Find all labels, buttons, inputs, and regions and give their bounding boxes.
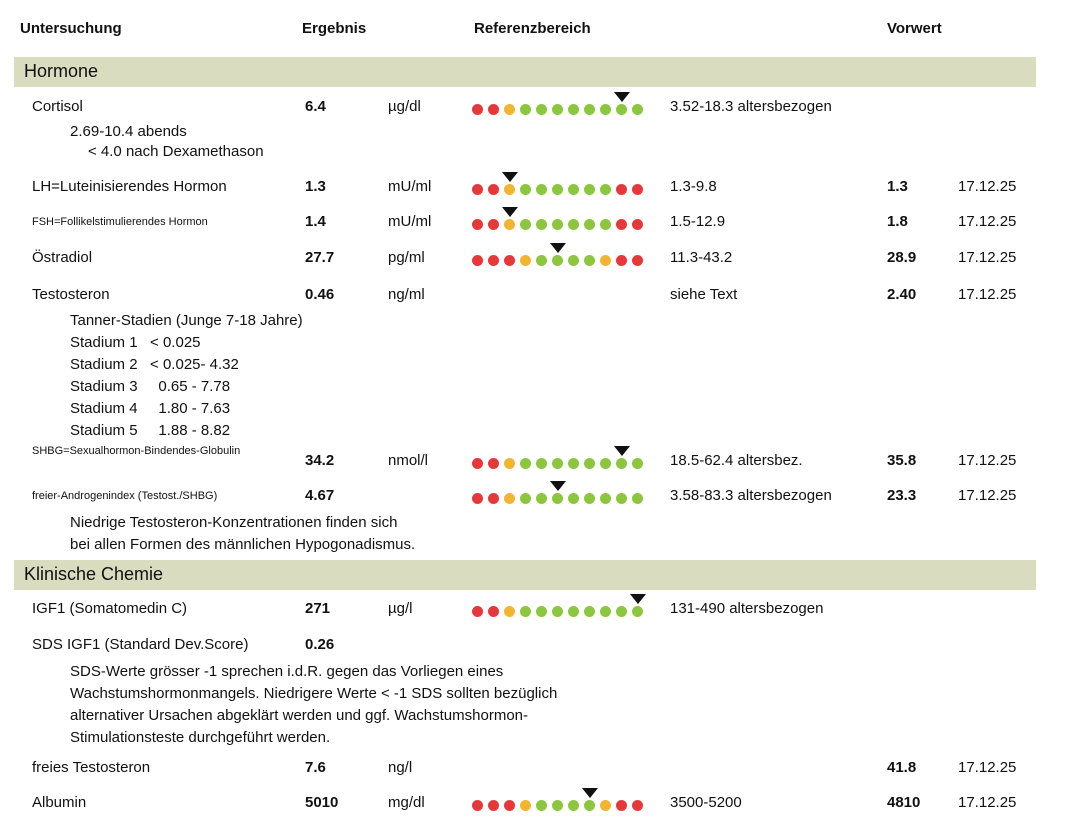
- scale-dot: [504, 219, 515, 230]
- result-value: 7.6: [305, 759, 326, 776]
- scale-dot: [488, 606, 499, 617]
- previous-date: 17.12.25: [958, 249, 1017, 266]
- header-previous: Vorwert: [887, 20, 942, 37]
- scale-dot: [584, 493, 595, 504]
- result-unit: mg/dl: [388, 794, 425, 811]
- note-line: Stimulationsteste durchgeführt werden.: [70, 729, 331, 746]
- result-value: 4.67: [305, 487, 335, 504]
- reference-range: siehe Text: [670, 286, 738, 303]
- scale-dot: [520, 104, 531, 115]
- header-test: Untersuchung: [20, 20, 122, 37]
- note-line: Stadium 4 1.80 - 7.63: [70, 400, 231, 417]
- reference-scale: [472, 606, 648, 618]
- scale-dot: [520, 493, 531, 504]
- scale-dot: [552, 493, 563, 504]
- scale-dot: [472, 255, 483, 266]
- result-marker-icon: [550, 481, 566, 491]
- result-value: 1.3: [305, 178, 326, 195]
- scale-dot: [504, 255, 515, 266]
- scale-dot: [632, 606, 643, 617]
- note-line: < 4.0 nach Dexamethason: [88, 143, 264, 160]
- scale-dot: [536, 606, 547, 617]
- scale-dot: [552, 104, 563, 115]
- header-result: Ergebnis: [302, 20, 367, 37]
- scale-dot: [616, 493, 627, 504]
- scale-dot: [488, 255, 499, 266]
- previous-value: 35.8: [887, 452, 917, 469]
- note-line: Niedrige Testosteron-Konzentrationen finden sich: [70, 514, 398, 531]
- result-value: 27.7: [305, 249, 335, 266]
- scale-dot: [504, 800, 515, 811]
- sds-note: [70, 661, 557, 749]
- scale-dot: [568, 255, 579, 266]
- scale-dot: [616, 255, 627, 266]
- scale-dot: [552, 184, 563, 195]
- scale-dot: [488, 800, 499, 811]
- result-unit: ng/l: [388, 759, 413, 776]
- result-marker-icon: [630, 594, 646, 604]
- scale-dot: [536, 255, 547, 266]
- test-name: freies Testosteron: [32, 759, 151, 776]
- test-name: Cortisol: [32, 98, 83, 115]
- scale-dot: [616, 606, 627, 617]
- test-name: IGF1 (Somatomedin C): [32, 600, 188, 617]
- scale-dot: [472, 606, 483, 617]
- result-unit: µg/l: [388, 600, 413, 617]
- scale-dot: [488, 219, 499, 230]
- scale-dot: [536, 219, 547, 230]
- scale-dot: [568, 184, 579, 195]
- scale-dot: [568, 458, 579, 469]
- scale-dot: [632, 255, 643, 266]
- previous-date: 17.12.25: [958, 286, 1017, 303]
- test-name: Östradiol: [32, 249, 93, 266]
- reference-range: 1.3-9.8: [670, 178, 717, 195]
- note-line: bei allen Formen des männlichen Hypogonadismus.: [70, 536, 416, 553]
- reference-range: 1.5-12.9: [670, 213, 726, 230]
- scale-dot: [520, 606, 531, 617]
- note-line: Tanner-Stadien (Junge 7-18 Jahre): [70, 312, 303, 329]
- scale-dot: [520, 800, 531, 811]
- scale-dot: [632, 104, 643, 115]
- scale-dot: [536, 493, 547, 504]
- scale-dot: [488, 104, 499, 115]
- test-name: Testosteron: [32, 286, 110, 303]
- scale-dot: [472, 458, 483, 469]
- note-line: SDS-Werte grösser -1 sprechen i.d.R. gegen das Vorliegen eines: [70, 663, 504, 680]
- scale-dot: [600, 184, 611, 195]
- scale-dot: [472, 219, 483, 230]
- scale-dot: [472, 104, 483, 115]
- previous-value: 23.3: [887, 487, 917, 504]
- scale-dot: [584, 606, 595, 617]
- scale-dot: [600, 255, 611, 266]
- scale-dot: [584, 104, 595, 115]
- scale-dot: [488, 458, 499, 469]
- scale-dot: [488, 184, 499, 195]
- result-value: 0.26: [305, 636, 335, 653]
- scale-dot: [616, 104, 627, 115]
- scale-dot: [616, 458, 627, 469]
- scale-dot: [584, 800, 595, 811]
- scale-dot: [504, 184, 515, 195]
- result-value: 271: [305, 600, 331, 617]
- scale-dot: [584, 458, 595, 469]
- result-unit: mU/ml: [388, 178, 432, 195]
- scale-dot: [472, 493, 483, 504]
- test-name: LH=Luteinisierendes Hormon: [32, 178, 227, 195]
- scale-dot: [600, 458, 611, 469]
- scale-dot: [472, 800, 483, 811]
- result-marker-icon: [502, 207, 518, 217]
- result-value: 1.4: [305, 213, 326, 230]
- reference-range: 131-490 altersbezogen: [670, 600, 824, 617]
- scale-dot: [536, 104, 547, 115]
- test-name: FSH=Follikelstimulierendes Hormon: [32, 216, 208, 228]
- result-value: 0.46: [305, 286, 335, 303]
- result-unit: pg/ml: [388, 249, 425, 266]
- test-name: freier-Androgenindex (Testost./SHBG): [32, 490, 218, 502]
- reference-scale: [472, 800, 648, 812]
- scale-dot: [616, 184, 627, 195]
- scale-dot: [536, 184, 547, 195]
- scale-dot: [472, 184, 483, 195]
- tanner-note: [70, 310, 303, 442]
- reference-scale: [472, 219, 648, 231]
- section-title: Klinische Chemie: [24, 564, 164, 584]
- scale-dot: [568, 606, 579, 617]
- scale-dot: [520, 458, 531, 469]
- scale-dot: [520, 219, 531, 230]
- scale-dot: [552, 800, 563, 811]
- reference-scale: [472, 184, 648, 196]
- result-value: 5010: [305, 794, 339, 811]
- note-line: Stadium 3 0.65 - 7.78: [70, 378, 231, 395]
- scale-dot: [536, 800, 547, 811]
- scale-dot: [552, 606, 563, 617]
- note-line: Stadium 5 1.88 - 8.82: [70, 422, 231, 439]
- test-name: Albumin: [32, 794, 87, 811]
- previous-date: 17.12.25: [958, 178, 1017, 195]
- result-unit: nmol/l: [388, 452, 429, 469]
- test-name: SHBG=Sexualhormon-Bindendes-Globulin: [32, 445, 241, 457]
- scale-dot: [568, 800, 579, 811]
- previous-value: 28.9: [887, 249, 917, 266]
- test-name: SDS IGF1 (Standard Dev.Score): [32, 636, 249, 653]
- scale-dot: [568, 219, 579, 230]
- scale-dot: [600, 800, 611, 811]
- result-marker-icon: [614, 92, 630, 102]
- result-unit: mU/ml: [388, 213, 432, 230]
- reference-range: 3500-5200: [670, 794, 742, 811]
- scale-dot: [504, 458, 515, 469]
- scale-dot: [520, 255, 531, 266]
- scale-dot: [504, 104, 515, 115]
- scale-dot: [568, 104, 579, 115]
- scale-dot: [568, 493, 579, 504]
- reference-range: 3.52-18.3 altersbezogen: [670, 98, 832, 115]
- reference-range: 18.5-62.4 altersbez.: [670, 452, 803, 469]
- previous-value: 41.8: [887, 759, 917, 776]
- result-marker-icon: [550, 243, 566, 253]
- testosteron-note: [70, 512, 415, 556]
- scale-dot: [536, 458, 547, 469]
- scale-dot: [600, 104, 611, 115]
- cortisol-note: [70, 122, 264, 162]
- result-unit: ng/ml: [388, 286, 425, 303]
- result-marker-icon: [582, 788, 598, 798]
- previous-value: 1.8: [887, 213, 908, 230]
- scale-dot: [552, 219, 563, 230]
- note-line: Stadium 2 < 0.025- 4.32: [70, 356, 239, 373]
- reference-scale: [472, 104, 648, 116]
- section-title: Hormone: [24, 61, 99, 81]
- result-marker-icon: [614, 446, 630, 456]
- section-hormone: [14, 57, 1036, 87]
- scale-dot: [584, 219, 595, 230]
- note-line: alternativer Ursachen abgeklärt werden und ggf. Wachstumshormon-: [70, 707, 528, 724]
- scale-dot: [504, 493, 515, 504]
- scale-dot: [584, 255, 595, 266]
- previous-value: 1.3: [887, 178, 908, 195]
- scale-dot: [632, 458, 643, 469]
- scale-dot: [600, 493, 611, 504]
- previous-value: 4810: [887, 794, 921, 811]
- scale-dot: [632, 800, 643, 811]
- note-line: 2.69-10.4 abends: [70, 123, 187, 140]
- previous-date: 17.12.25: [958, 213, 1017, 230]
- scale-dot: [600, 219, 611, 230]
- previous-date: 17.12.25: [958, 487, 1017, 504]
- scale-dot: [504, 606, 515, 617]
- result-value: 34.2: [305, 452, 335, 469]
- note-line: Wachstumshormonmangels. Niedrigere Werte < -1 SDS sollten bezüglich: [70, 685, 558, 702]
- scale-dot: [616, 219, 627, 230]
- section-klinische-chemie: [14, 560, 1036, 590]
- previous-date: 17.12.25: [958, 452, 1017, 469]
- scale-dot: [584, 184, 595, 195]
- previous-date: 17.12.25: [958, 759, 1017, 776]
- reference-range: 3.58-83.3 altersbezogen: [670, 487, 832, 504]
- previous-value: 2.40: [887, 286, 917, 303]
- reference-scale: [472, 255, 648, 267]
- scale-dot: [520, 184, 531, 195]
- reference-scale: [472, 458, 648, 470]
- scale-dot: [632, 219, 643, 230]
- result-value: 6.4: [305, 98, 326, 115]
- result-unit: µg/dl: [388, 98, 421, 115]
- scale-dot: [616, 800, 627, 811]
- scale-dot: [552, 458, 563, 469]
- scale-dot: [488, 493, 499, 504]
- scale-dot: [632, 184, 643, 195]
- scale-dot: [552, 255, 563, 266]
- reference-scale: [472, 493, 648, 505]
- previous-date: 17.12.25: [958, 794, 1017, 811]
- scale-dot: [632, 493, 643, 504]
- header-reference: Referenzbereich: [474, 20, 591, 37]
- note-line: Stadium 1 < 0.025: [70, 334, 201, 351]
- result-marker-icon: [502, 172, 518, 182]
- scale-dot: [600, 606, 611, 617]
- reference-range: 11.3-43.2: [670, 249, 733, 266]
